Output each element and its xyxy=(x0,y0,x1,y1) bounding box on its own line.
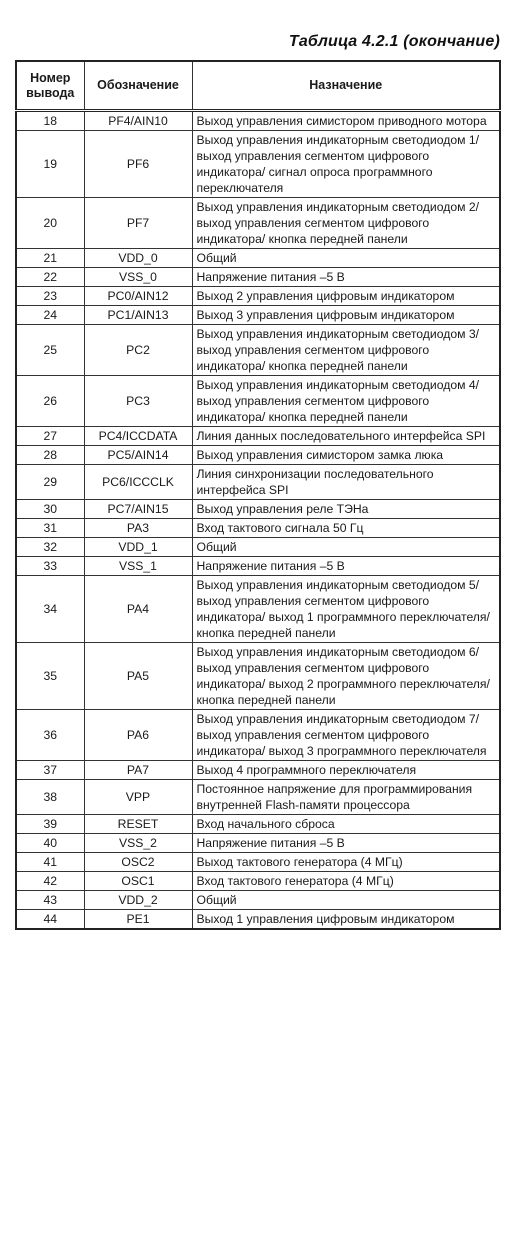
purpose-cell: Линия синхронизации последовательного интерфейса SPI xyxy=(192,465,500,500)
header-purpose: Назначение xyxy=(192,61,500,111)
table-row xyxy=(16,131,500,198)
designation-cell: PA4 xyxy=(84,576,192,643)
purpose-cell: Общий xyxy=(192,538,500,557)
purpose-cell: Общий xyxy=(192,249,500,268)
designation-cell: PF4/AIN10 xyxy=(84,111,192,131)
pin-number-cell: 32 xyxy=(16,538,84,557)
pin-number-cell: 19 xyxy=(16,131,84,198)
pin-number-cell: 33 xyxy=(16,557,84,576)
purpose-cell: Вход начального сброса xyxy=(192,815,500,834)
table-body xyxy=(16,111,500,930)
designation-cell: VPP xyxy=(84,780,192,815)
header-pin-number: Номер вывода xyxy=(16,61,84,111)
pin-number-cell: 39 xyxy=(16,815,84,834)
purpose-cell: Выход управления индикаторным светодиодом 6/ выход управления сегментом цифрового индикатора/ выход 2 программного переключателя/ кнопка передней панели xyxy=(192,643,500,710)
designation-cell: PA6 xyxy=(84,710,192,761)
purpose-cell: Выход управления симистором приводного мотора xyxy=(192,111,500,131)
table-row xyxy=(16,519,500,538)
table-row xyxy=(16,111,500,131)
header-row xyxy=(16,61,500,111)
table-row xyxy=(16,427,500,446)
purpose-cell: Напряжение питания –5 В xyxy=(192,834,500,853)
table-caption: Таблица 4.2.1 (окончание) xyxy=(288,33,500,50)
table-row xyxy=(16,872,500,891)
purpose-cell: Постоянное напряжение для программирования внутренней Flash-памяти процессора xyxy=(192,780,500,815)
pin-number-cell: 31 xyxy=(16,519,84,538)
table-row xyxy=(16,325,500,376)
purpose-cell: Выход 4 программного переключателя xyxy=(192,761,500,780)
purpose-cell: Выход 3 управления цифровым индикатором xyxy=(192,306,500,325)
pin-number-cell: 37 xyxy=(16,761,84,780)
purpose-cell: Вход тактового сигнала 50 Гц xyxy=(192,519,500,538)
designation-cell: PA7 xyxy=(84,761,192,780)
designation-cell: OSC1 xyxy=(84,872,192,891)
pin-number-cell: 18 xyxy=(16,111,84,131)
designation-cell: PC2 xyxy=(84,325,192,376)
header-designation: Обозначение xyxy=(84,61,192,111)
designation-cell: VSS_0 xyxy=(84,268,192,287)
table-row xyxy=(16,538,500,557)
pin-table xyxy=(15,60,501,930)
table-row xyxy=(16,557,500,576)
pin-number-cell: 21 xyxy=(16,249,84,268)
designation-cell: VDD_1 xyxy=(84,538,192,557)
table-row xyxy=(16,761,500,780)
table-row xyxy=(16,465,500,500)
purpose-cell: Выход 2 управления цифровым индикатором xyxy=(192,287,500,306)
designation-cell: RESET xyxy=(84,815,192,834)
purpose-cell: Линия данных последовательного интерфейса SPI xyxy=(192,427,500,446)
pin-number-cell: 42 xyxy=(16,872,84,891)
pin-number-cell: 40 xyxy=(16,834,84,853)
pin-number-cell: 35 xyxy=(16,643,84,710)
table-header xyxy=(16,61,500,111)
designation-cell: PA5 xyxy=(84,643,192,710)
purpose-cell: Вход тактового генератора (4 МГц) xyxy=(192,872,500,891)
table-row xyxy=(16,910,500,930)
pin-number-cell: 22 xyxy=(16,268,84,287)
purpose-cell: Напряжение питания –5 В xyxy=(192,557,500,576)
table-row xyxy=(16,780,500,815)
pin-number-cell: 23 xyxy=(16,287,84,306)
table-row xyxy=(16,891,500,910)
designation-cell: PF6 xyxy=(84,131,192,198)
pin-number-cell: 44 xyxy=(16,910,84,930)
pin-number-cell: 28 xyxy=(16,446,84,465)
pin-number-cell: 36 xyxy=(16,710,84,761)
table-row xyxy=(16,376,500,427)
table-row xyxy=(16,446,500,465)
purpose-cell: Выход управления индикаторным светодиодом 3/ выход управления сегментом цифрового индикатора/ кнопка передней панели xyxy=(192,325,500,376)
table-row xyxy=(16,576,500,643)
pin-table-container xyxy=(15,60,499,930)
pin-number-cell: 27 xyxy=(16,427,84,446)
purpose-cell: Напряжение питания –5 В xyxy=(192,268,500,287)
designation-cell: VDD_0 xyxy=(84,249,192,268)
designation-cell: OSC2 xyxy=(84,853,192,872)
table-row xyxy=(16,710,500,761)
table-row xyxy=(16,834,500,853)
table-row xyxy=(16,268,500,287)
designation-cell: PF7 xyxy=(84,198,192,249)
table-row xyxy=(16,643,500,710)
pin-number-cell: 29 xyxy=(16,465,84,500)
table-row xyxy=(16,287,500,306)
designation-cell: PC3 xyxy=(84,376,192,427)
purpose-cell: Выход управления индикаторным светодиодом 1/ выход управления сегментом цифрового индикатора/ сигнал опроса программного переключателя xyxy=(192,131,500,198)
designation-cell: PA3 xyxy=(84,519,192,538)
table-row xyxy=(16,815,500,834)
purpose-cell: Выход тактового генератора (4 МГц) xyxy=(192,853,500,872)
pin-number-cell: 34 xyxy=(16,576,84,643)
designation-cell: PC6/ICCCLK xyxy=(84,465,192,500)
designation-cell: VDD_2 xyxy=(84,891,192,910)
purpose-cell: Выход управления индикаторным светодиодом 7/ выход управления сегментом цифрового индикатора/ выход 3 программного переключателя xyxy=(192,710,500,761)
purpose-cell: Выход 1 управления цифровым индикатором xyxy=(192,910,500,930)
designation-cell: VSS_2 xyxy=(84,834,192,853)
designation-cell: PC7/AIN15 xyxy=(84,500,192,519)
designation-cell: PC0/AIN12 xyxy=(84,287,192,306)
pin-number-cell: 43 xyxy=(16,891,84,910)
pin-number-cell: 26 xyxy=(16,376,84,427)
table-row xyxy=(16,249,500,268)
pin-number-cell: 41 xyxy=(16,853,84,872)
purpose-cell: Выход управления симистором замка люка xyxy=(192,446,500,465)
pin-number-cell: 38 xyxy=(16,780,84,815)
designation-cell: PC4/ICCDATA xyxy=(84,427,192,446)
designation-cell: PE1 xyxy=(84,910,192,930)
purpose-cell: Общий xyxy=(192,891,500,910)
pin-number-cell: 25 xyxy=(16,325,84,376)
table-row xyxy=(16,853,500,872)
designation-cell: VSS_1 xyxy=(84,557,192,576)
table-row xyxy=(16,306,500,325)
designation-cell: PC5/AIN14 xyxy=(84,446,192,465)
table-row xyxy=(16,500,500,519)
pin-number-cell: 24 xyxy=(16,306,84,325)
purpose-cell: Выход управления индикаторным светодиодом 2/ выход управления сегментом цифрового индикатора/ кнопка передней панели xyxy=(192,198,500,249)
purpose-cell: Выход управления реле ТЭНа xyxy=(192,500,500,519)
pin-number-cell: 20 xyxy=(16,198,84,249)
pin-number-cell: 30 xyxy=(16,500,84,519)
designation-cell: PC1/AIN13 xyxy=(84,306,192,325)
purpose-cell: Выход управления индикаторным светодиодом 4/ выход управления сегментом цифрового индикатора/ кнопка передней панели xyxy=(192,376,500,427)
table-row xyxy=(16,198,500,249)
purpose-cell: Выход управления индикаторным светодиодом 5/ выход управления сегментом цифрового индикатора/ выход 1 программного переключателя/ кнопка передней панели xyxy=(192,576,500,643)
